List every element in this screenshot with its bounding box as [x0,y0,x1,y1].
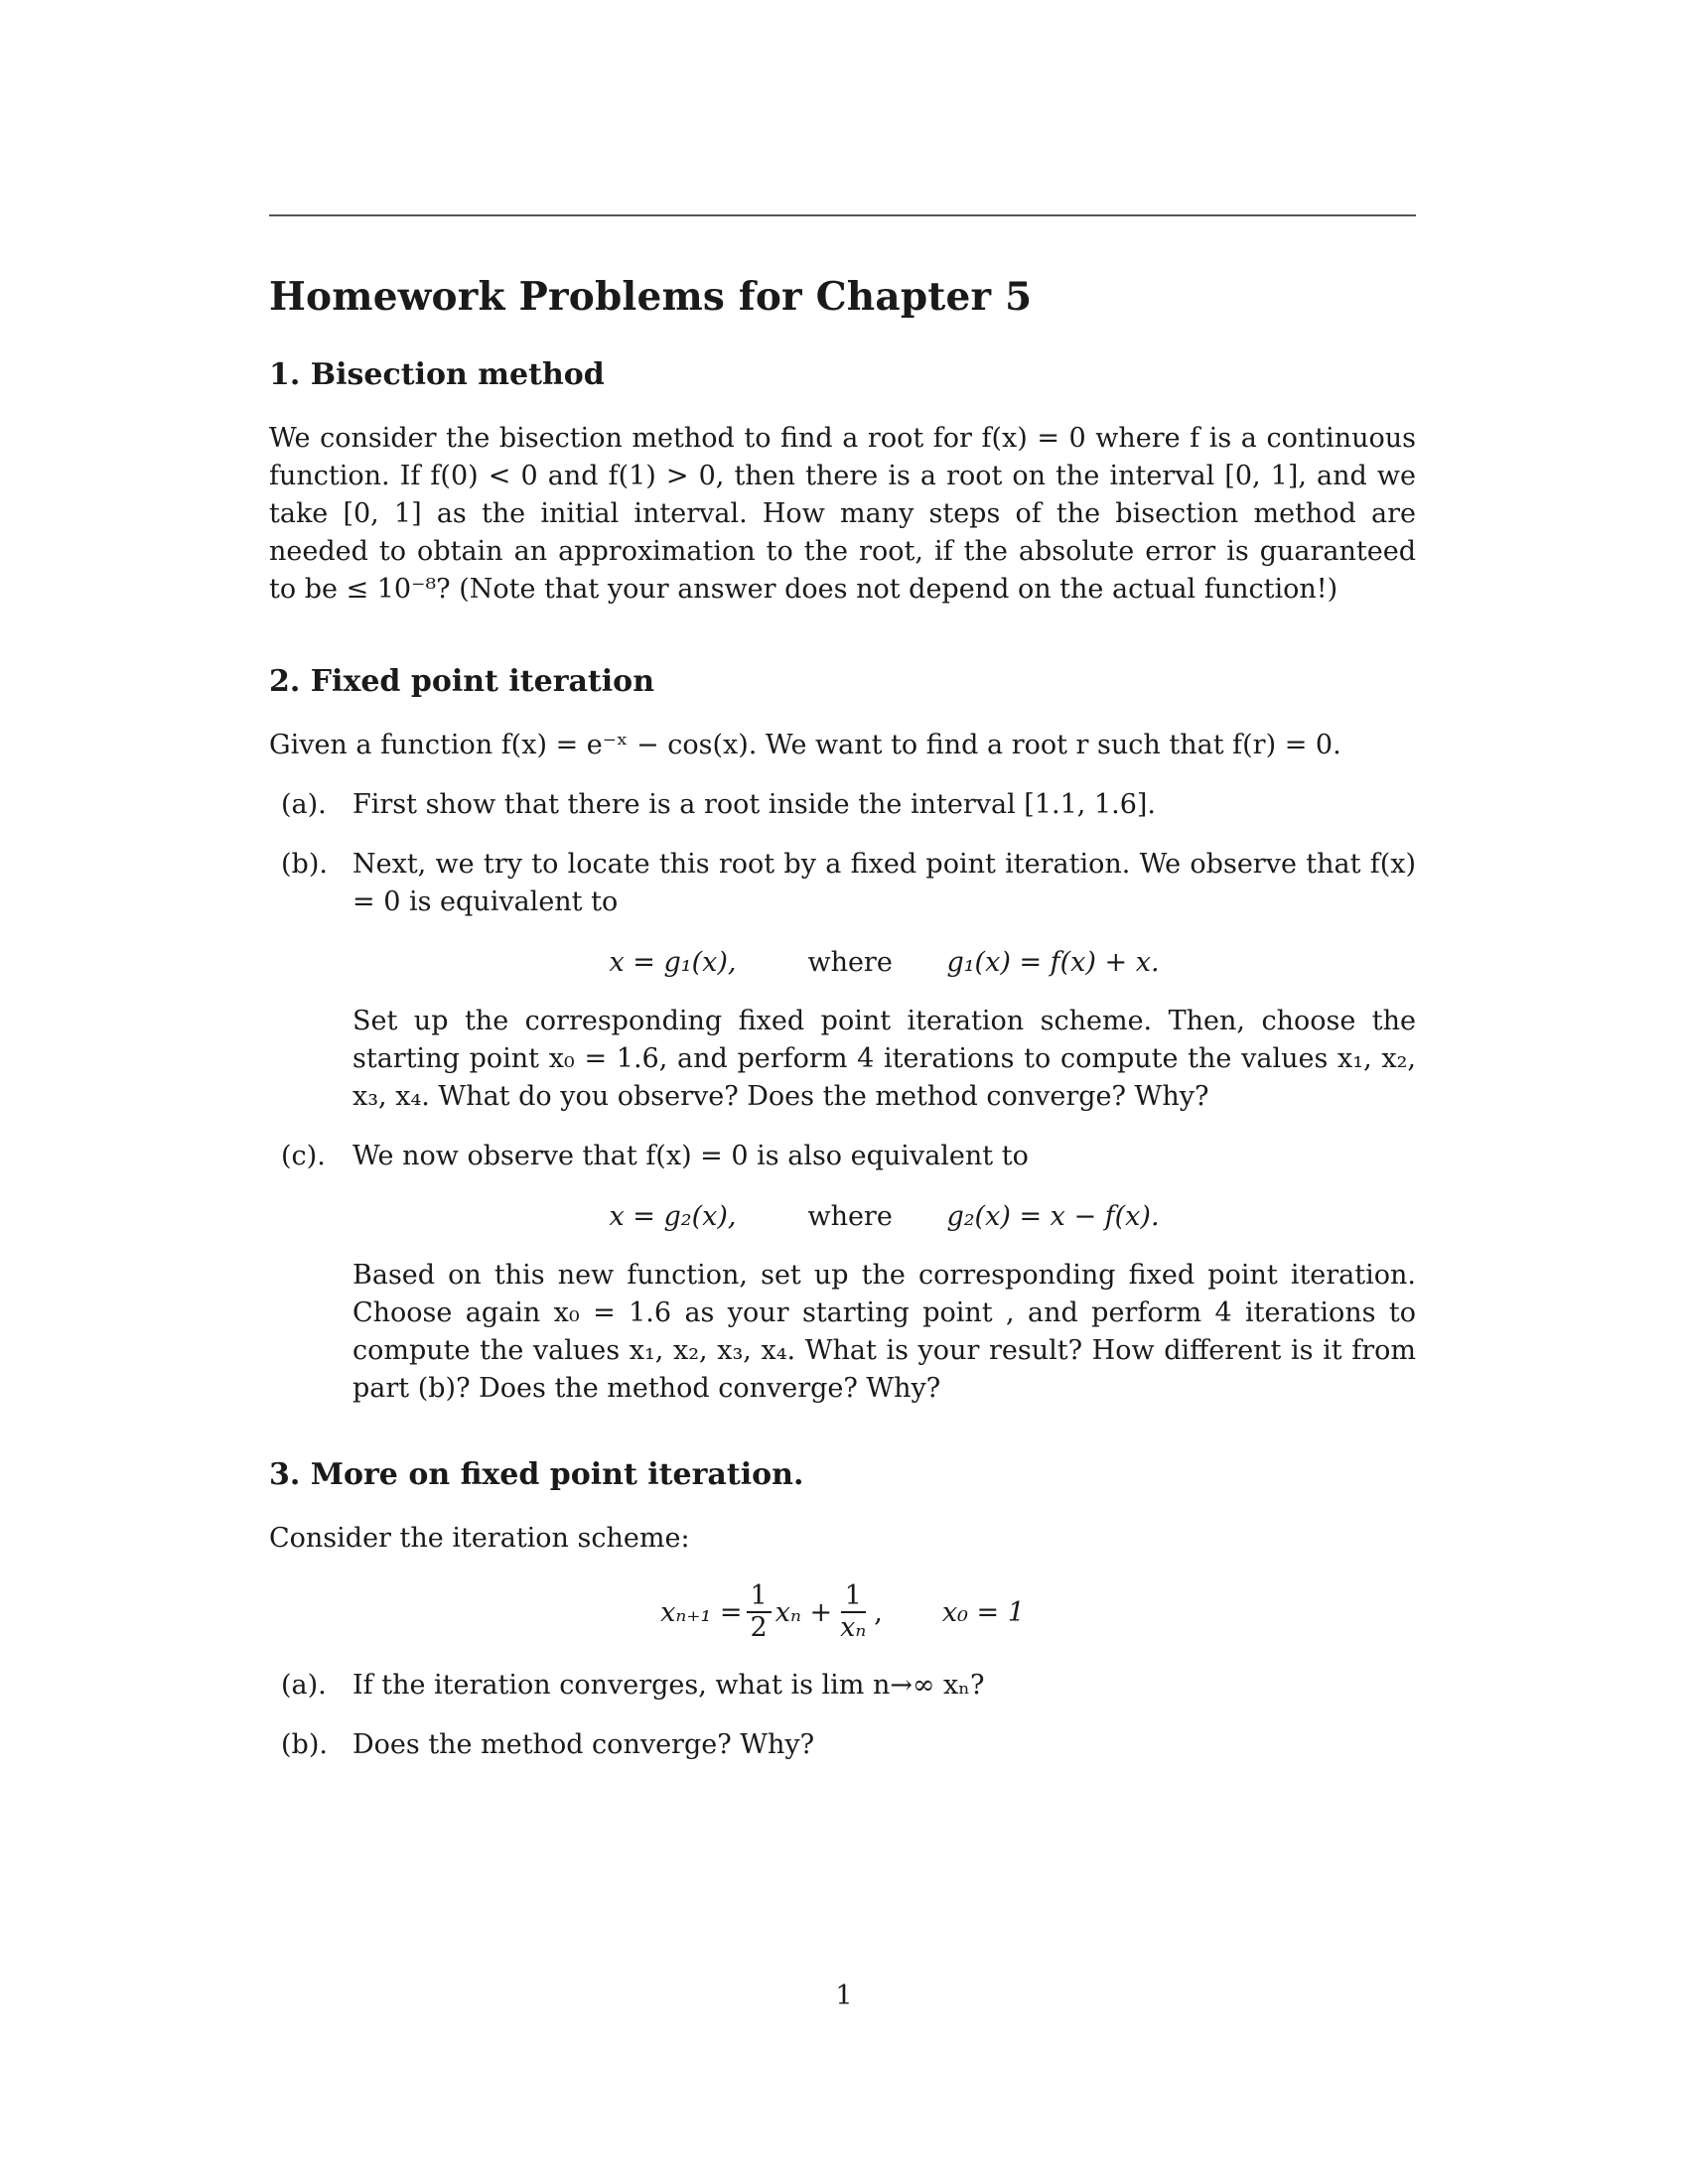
section-2-part-b [269,846,1416,1116]
section-2-part-c [269,1138,1416,1408]
fraction-numerator: 1 [841,1581,866,1613]
part-followup: Set up the corresponding fixed point iteration scheme. Then, choose the starting point x₀ = 1.6, and perform 4 iterations to compute the values x₁, x₂, x₃, x₄. What do you observe? Does the method converge? Why? [352,1006,1416,1112]
iteration-equation [269,1558,1416,1667]
page-title: Homework Problems for Chapter 5 [269,274,1033,320]
part-followup: Based on this new function, set up the corresponding fixed point iteration. Choose again x₀ = 1.6 as your starting point , and perform 4 iterations to compute the values x₁, x₂, x₃, x₄. What is your result? How different is it from part (b)? Does the method converge? Why? [352,1260,1416,1404]
equation-g1 [352,921,1416,1003]
equation-where: where [807,1200,893,1232]
section-2-part-a [269,786,1416,824]
fraction-numerator: 1 [747,1581,772,1613]
section-1-heading: 1. Bisection method [269,357,605,392]
equation-left: x = g₁(x), [609,946,737,978]
equation-right: g₂(x) = x − f(x). [946,1200,1160,1232]
section-2-heading: 2. Fixed point iteration [269,664,655,699]
equation-initial-value: x₀ = 1 [941,1596,1025,1628]
section-2-intro: Given a function f(x) = e⁻ˣ − cos(x). We want to find a root r such that f(r) = 0. [269,730,1341,760]
section-3-intro: Consider the iteration scheme: [269,1523,690,1554]
part-label: (b). [281,1729,328,1760]
part-label: (a). [281,1670,327,1701]
part-text: If the iteration converges, what is lim n→∞ xₙ? [352,1670,985,1701]
equation-g2 [352,1175,1416,1257]
equation-where: where [807,946,893,978]
section-3-part-b [269,1726,1416,1764]
section-1-text: We consider the bisection method to find a root for f(x) = 0 where f is a continuous function. If f(0) < 0 and f(1) > 0, then there is a root on the interval [0, 1], and we take [0, 1] as the initial interval. How many steps of the bisection method are needed to obtain an approximation to the root, if the absolute error is guaranteed to be ≤ 10⁻⁸? (Note that your answer does not depend on the actual function!) [269,423,1416,605]
part-text: We now observe that f(x) = 0 is also equivalent to [352,1141,1029,1171]
fraction-one-over-xn [836,1581,870,1643]
part-text: Next, we try to locate this root by a fixed point iteration. We observe that f(x) = 0 is equivalent to [352,849,1416,917]
part-label: (c). [281,1141,326,1171]
part-text: First show that there is a root inside the interval [1.1, 1.6]. [352,789,1156,820]
section-3-heading: 3. More on fixed point iteration. [269,1457,804,1492]
page-number: 1 [835,1980,853,2011]
part-label: (a). [281,789,327,820]
equation-comma: , [874,1596,883,1628]
part-label: (b). [281,849,328,880]
top-rule [269,214,1416,216]
fraction-one-half [747,1581,772,1643]
fraction-denominator: 2 [750,1612,768,1643]
page-content [269,268,1416,1764]
equation-left: x = g₂(x), [609,1200,737,1232]
equation-lhs: xₙ₊₁ = [660,1596,743,1628]
section-3-part-a [269,1667,1416,1705]
fraction-denominator: xₙ [840,1612,867,1643]
equation-right: g₁(x) = f(x) + x. [946,946,1160,978]
equation-middle: xₙ + [774,1596,833,1628]
part-text: Does the method converge? Why? [352,1729,815,1760]
